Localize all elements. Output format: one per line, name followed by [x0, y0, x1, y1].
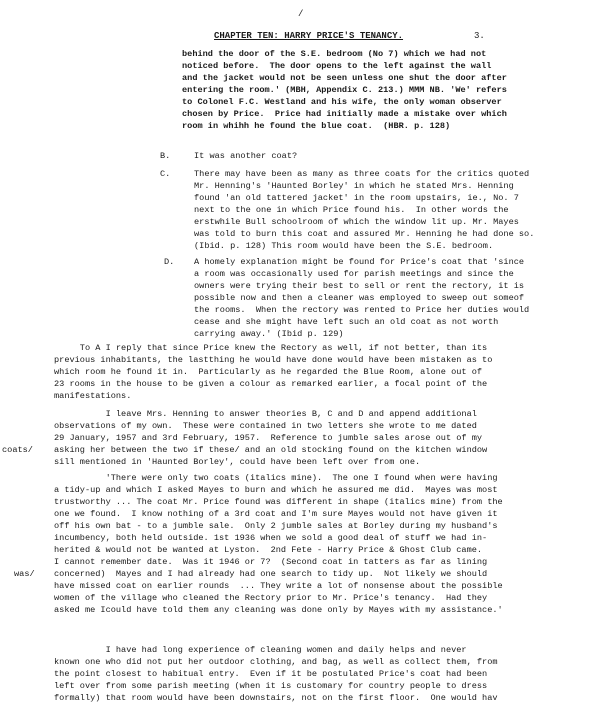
- text-line: room in whihh he found the blue coat. (HBR. p. 128): [182, 121, 451, 131]
- paragraph-reply-a: [54, 342, 492, 402]
- theory-b-block: [194, 150, 297, 162]
- text-line: women of the village who cleaned the Rectory prior to Mr. Price's tenancy. Had they: [54, 593, 488, 603]
- text-line: sill mentioned in 'Haunted Borley', could have been left over from one.: [54, 457, 421, 467]
- margin-note-coats: coats/: [2, 445, 33, 455]
- text-line: which room he found it in. Particularly as he regarded the Blue Room, alone out of: [54, 367, 483, 377]
- text-line: I leave Mrs. Henning to answer theories B, C and D and append additional: [54, 409, 477, 419]
- paragraph-henning-quote: [54, 472, 503, 616]
- page-number: 3.: [474, 31, 485, 41]
- text-line: carrying away.' (Ibid p. 129): [194, 329, 344, 339]
- text-line: Mr. Henning's 'Haunted Borley' in which he stated Mrs. Henning: [194, 181, 514, 191]
- paragraph-leave-henning: [54, 408, 487, 468]
- theory-c-block: [194, 168, 534, 252]
- text-line: observations of my own. These were contained in two letters she wrote to me dated: [54, 421, 477, 431]
- text-line: (Ibid. p. 128) This room would have been the S.E. bedroom.: [194, 241, 494, 251]
- theory-d-block: [194, 256, 529, 340]
- text-line: asking her between the two if these/ and an old stocking found on the kitchen window: [54, 445, 488, 455]
- text-line: a room was occasionally used for parish meetings and since the: [194, 269, 514, 279]
- paragraph-cleaning-women: [54, 644, 498, 704]
- text-line: to Colonel F.C. Westland and his wife, the only woman observer: [182, 97, 502, 107]
- text-line: a tidy-up and which I asked Mayes to burn and which he assured me did. Mayes was most: [54, 485, 498, 495]
- text-line: trustworthy ... The coat Mr. Price found was different in shape (italics mine) from the: [54, 497, 503, 507]
- text-line: A homely explanation might be found for Price's coat that 'since: [194, 257, 525, 267]
- text-line: I have had long experience of cleaning women and daily helps and never: [54, 645, 467, 655]
- text-line: was told to burn this coat and assured Mr. Henning he had done so.: [194, 229, 535, 239]
- text-line: one we found. I know nothing of a 3rd coat and I'm sure Mayes would not have given it: [54, 509, 498, 519]
- text-line: asked me Icould have told them any cleaning was done only by Mayes with my assistance.': [54, 605, 503, 615]
- text-line: There may have been as many as three coats for the critics quoted: [194, 169, 530, 179]
- text-line: found 'an old tattered jacket' in the room upstairs, ie., No. 7: [194, 193, 519, 203]
- text-line: possible now and then a cleaner was employed to sweep out someof: [194, 293, 525, 303]
- text-line: herited & would not be wanted at Lyston. 2nd Fete - Harry Price & Ghost Club came.: [54, 545, 483, 555]
- text-line: 'There were only two coats (italics mine). The one I found when were having: [54, 473, 498, 483]
- text-line: entering the room.' (MBH, Appendix C. 213.) MMM NB. 'We' refers: [182, 85, 507, 95]
- chapter-title: CHAPTER TEN: HARRY PRICE'S TENANCY.: [214, 31, 404, 41]
- text-line: 29 January, 1957 and 3rd February, 1957. Reference to jumble sales arose out of my: [54, 433, 483, 443]
- text-line: chosen by Price. Price had initially made a mistake over which: [182, 109, 507, 119]
- text-line: It was another coat?: [194, 151, 298, 161]
- theory-d-label: D.: [164, 257, 175, 267]
- text-line: noticed before. The door opens to the left against the wall: [182, 61, 492, 71]
- theory-c-label: C.: [160, 169, 171, 179]
- text-line: cease and she might have left such an old coat as not worth: [194, 317, 499, 327]
- text-line: formally) that room would have been downstairs, not on the first floor. One would hav: [54, 693, 498, 703]
- text-line: incumbency, both held outside. 1st 1936 when we sold a good deal of stuff we had in-: [54, 533, 488, 543]
- text-line: manifestations.: [54, 391, 132, 401]
- text-line: erstwhile Bull schoolroom of which the window lit up. Mr. Mayes: [194, 217, 519, 227]
- text-line: known one who did not put her outdoor clothing, and bag, as well as collect them, from: [54, 657, 498, 667]
- text-line: I cannot remember date. Was it 1946 or 7? (Second coat in tatters as far as lining: [54, 557, 488, 567]
- text-line: To A I reply that since Price knew the Rectory as well, if not better, than its: [54, 343, 488, 353]
- text-line: and the jacket would not be seen unless one shut the door after: [182, 73, 507, 83]
- intro-quote-block: [182, 48, 507, 132]
- text-line: 23 rooms in the house to be given a colour as remarked earlier, a focal point of the: [54, 379, 488, 389]
- text-line: off his own bat - to a jumble sale. Only 2 jumble sales at Borley during my husband's: [54, 521, 498, 531]
- margin-note-was: was/: [14, 569, 35, 579]
- text-line: previous inhabitants, the lastthing he would have done would have been mistaken as to: [54, 355, 493, 365]
- text-line: the rooms. When the rectory was rented to Price her duties would: [194, 305, 530, 315]
- text-line: the point closest to habitual entry. Even if it be postulated Price's coat had been: [54, 669, 488, 679]
- theory-b-label: B.: [160, 151, 171, 161]
- text-line: left over from some parish meeting (when it is customary for country people to dress: [54, 681, 488, 691]
- text-line: have missed coat on earlier rounds ... They write a lot of nonsense about the possible: [54, 581, 503, 591]
- page-mark: /: [298, 9, 304, 19]
- text-line: concerned) Mayes and I had already had one search to tidy up. Not likely we should: [54, 569, 488, 579]
- text-line: behind the door of the S.E. bedroom (No 7) which we had not: [182, 49, 487, 59]
- text-line: owners were trying their best to sell or rent the rectory, it is: [194, 281, 525, 291]
- text-line: next to the one in which Price found his. In other words the: [194, 205, 509, 215]
